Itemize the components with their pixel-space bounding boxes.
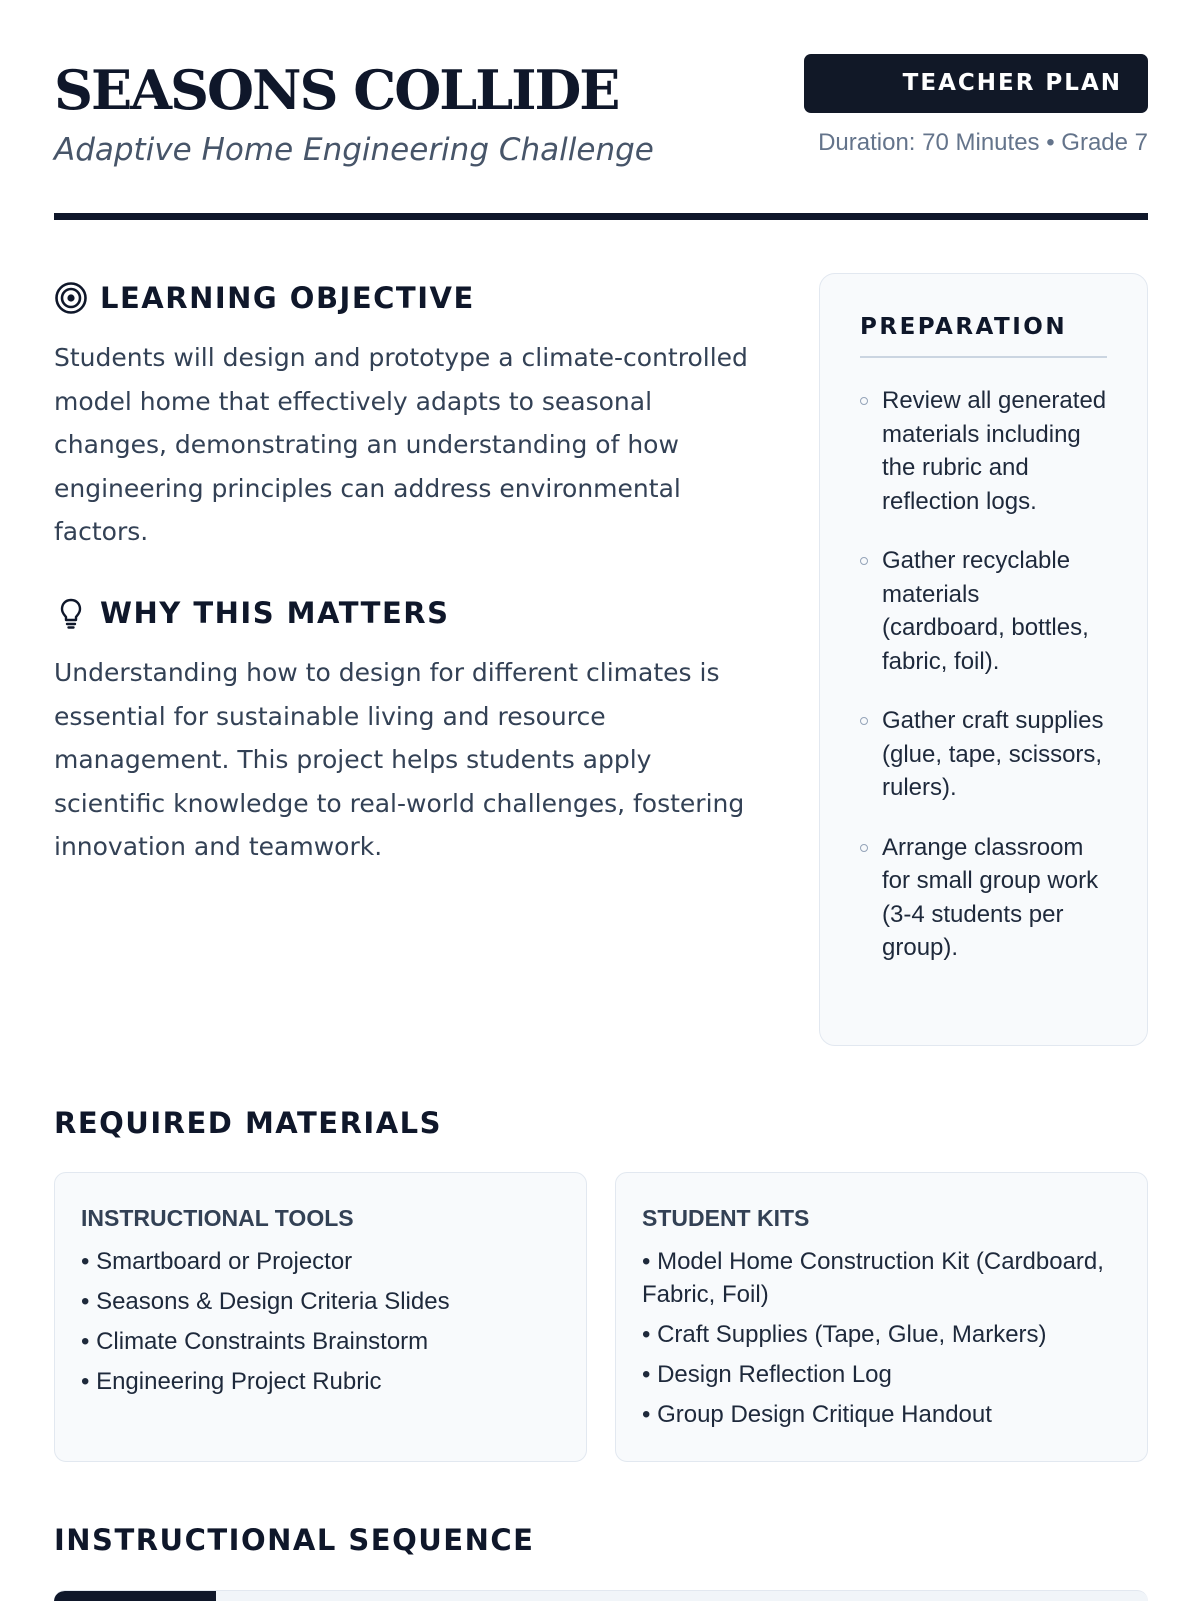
required-materials-title: REQUIRED MATERIALS [54, 1106, 443, 1140]
preparation-title: PREPARATION [860, 314, 1107, 358]
preparation-item [860, 831, 1107, 965]
sequence-tab-strip [54, 1590, 1148, 1601]
preparation-item [860, 544, 1107, 678]
why-this-matters-text: Understanding how to design for different climates is essential for sustainable living and resource management. This project helps students apply scientific knowledge to real-world challenges, fostering innovation and teamwork. [54, 658, 745, 861]
circle-bullet-icon [860, 844, 868, 852]
preparation-item-text: Review all generated materials including the rubric and reflection logs. [882, 387, 1107, 515]
student-kits-title: STUDENT KITS [642, 1205, 810, 1231]
preparation-card [819, 273, 1148, 1046]
instructional-tools-title: INSTRUCTIONAL TOOLS [81, 1205, 354, 1231]
preparation-item [860, 704, 1107, 805]
page-subtitle: Adaptive Home Engineering Challenge [54, 132, 654, 168]
page-title: SEASONS COLLIDE [54, 58, 619, 122]
preparation-item-text: Gather craft supplies (glue, tape, scissors, rulers). [882, 707, 1104, 801]
lightbulb-icon [54, 596, 88, 630]
list-item: • Seasons & Design Criteria Slides [81, 1288, 450, 1315]
header [54, 52, 1148, 182]
list-item: • Smartboard or Projector [81, 1248, 353, 1275]
instructional-tools-list [81, 1245, 560, 1398]
list-item: • Craft Supplies (Tape, Glue, Markers) [642, 1321, 1047, 1348]
why-this-matters-heading [54, 593, 764, 633]
learning-objective-section [54, 278, 764, 554]
preparation-list [860, 384, 1107, 965]
list-item: • Group Design Critique Handout [642, 1401, 992, 1428]
list-item: • Engineering Project Rubric [81, 1368, 382, 1395]
teacher-plan-badge: TEACHER PLAN [804, 54, 1148, 113]
lesson-plan-page [54, 0, 1148, 1600]
why-this-matters-section [54, 593, 764, 869]
circle-bullet-icon [860, 717, 868, 725]
learning-objective-title: LEARNING OBJECTIVE [100, 281, 475, 315]
preparation-item-text: Arrange classroom for small group work (3-4 students per group). [882, 833, 1099, 961]
preparation-item [860, 384, 1107, 518]
learning-objective-text: Students will design and prototype a climate-controlled model home that effectively adapts to seasonal changes, demonstrating an understanding of how engineering principles can address environmental factors. [54, 343, 748, 546]
why-this-matters-title: WHY THIS MATTERS [100, 596, 450, 630]
student-kits-list [642, 1245, 1121, 1431]
target-icon [54, 281, 88, 315]
list-item: • Design Reflection Log [642, 1361, 892, 1388]
list-item: • Climate Constraints Brainstorm [81, 1328, 429, 1355]
circle-bullet-icon [860, 397, 868, 405]
header-divider [54, 213, 1148, 220]
instructional-sequence-title: INSTRUCTIONAL SEQUENCE [54, 1523, 535, 1557]
circle-bullet-icon [860, 557, 868, 565]
instructional-tools-card [54, 1172, 587, 1462]
preparation-item-text: Gather recyclable materials (cardboard, bottles, fabric, foil). [882, 547, 1089, 675]
list-item: • Model Home Construction Kit (Cardboard, Fabric, Foil) [642, 1248, 1104, 1308]
student-kits-card [615, 1172, 1148, 1462]
learning-objective-heading [54, 278, 764, 318]
duration-grade-meta: Duration: 70 Minutes • Grade 7 [818, 129, 1148, 156]
